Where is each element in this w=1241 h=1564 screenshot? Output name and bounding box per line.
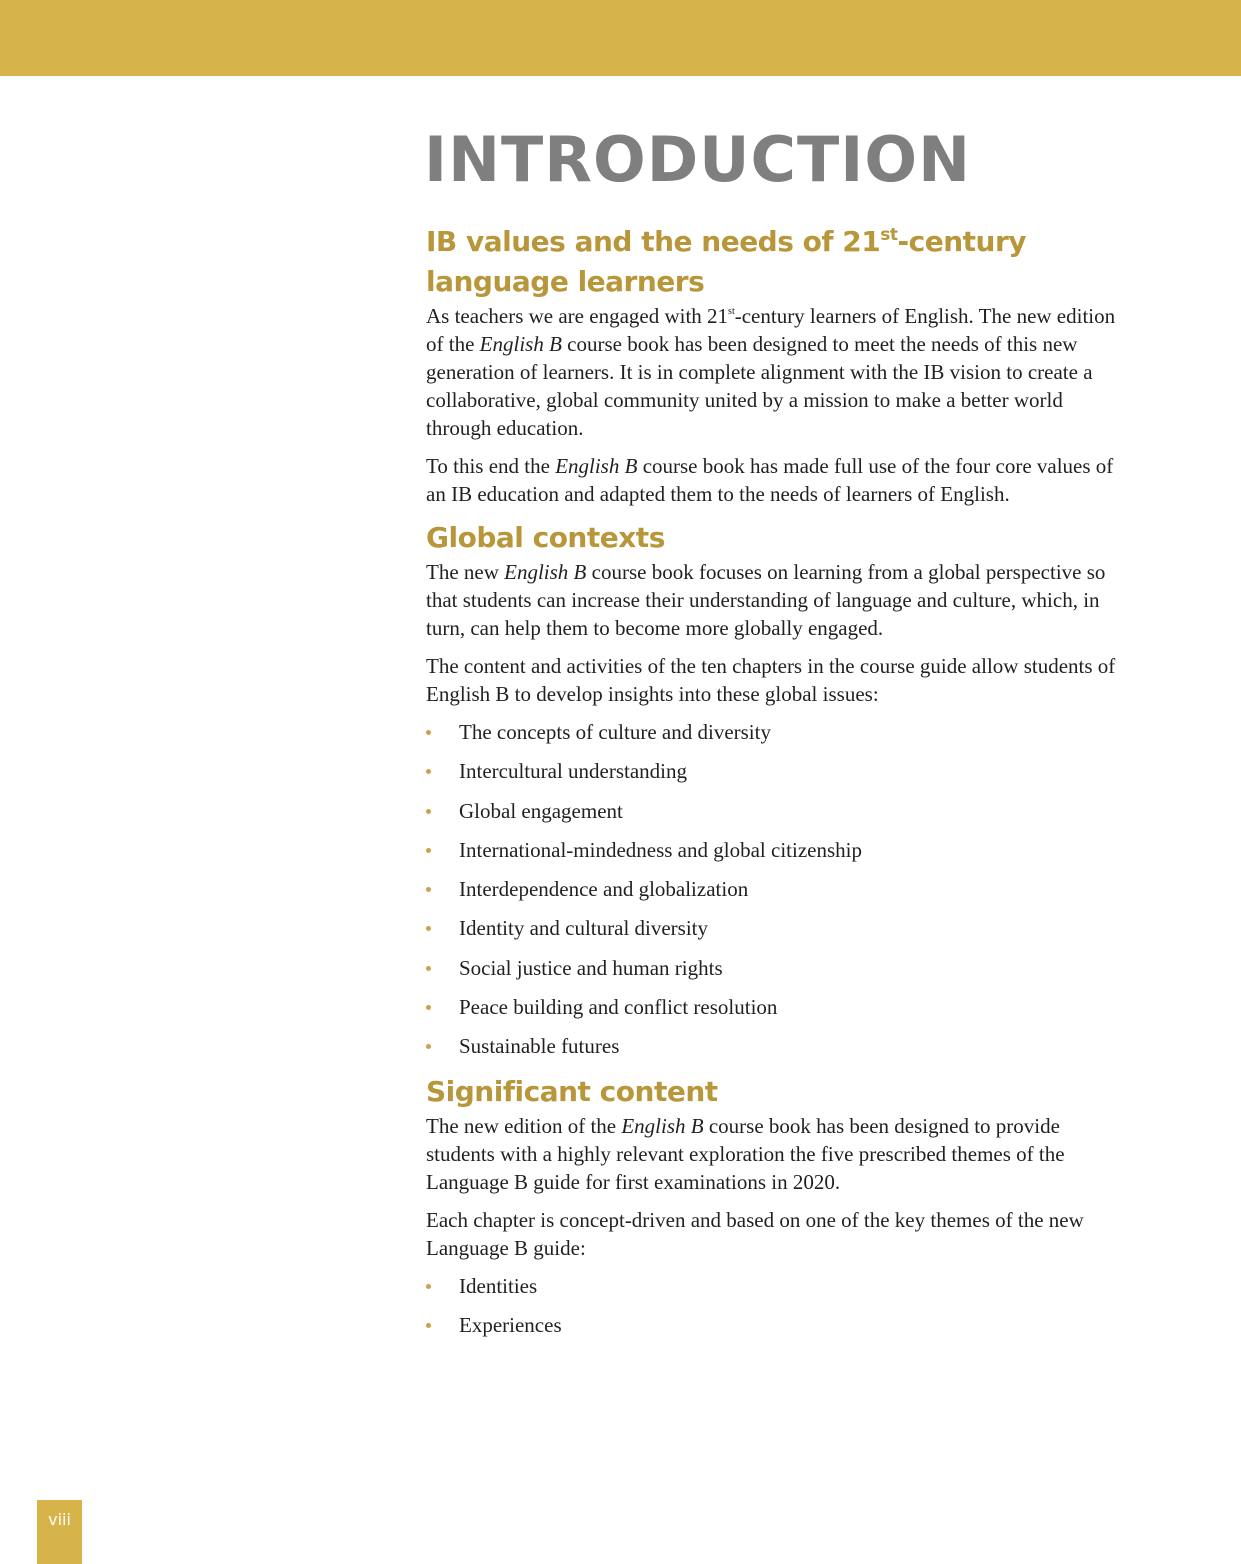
list-item-text: Interdependence and globalization — [459, 877, 749, 902]
list-item-text: International-mindedness and global citizenship — [459, 837, 862, 862]
page-content — [426, 118, 1126, 1350]
global-issues-list — [426, 718, 1126, 1060]
list-item — [426, 757, 1126, 785]
bullet-icon — [426, 887, 431, 892]
section-heading-significant-content: Significant content — [426, 1074, 718, 1108]
text-run: -century learners of English. The new edition of the — [426, 304, 1116, 356]
bullet-icon — [426, 966, 431, 971]
bullet-icon — [426, 1044, 431, 1049]
text-run: As teachers we are engaged with 21 — [426, 304, 729, 328]
book-title: English B — [555, 454, 638, 478]
list-item-text: Identities — [459, 1273, 538, 1298]
list-item — [426, 718, 1126, 746]
text-run: course book has been designed to provide students with a highly relevant exploration the five prescribed themes of the Language B guide for first examinations in 2020. — [426, 1113, 1065, 1194]
list-item-text: The concepts of culture and diversity — [459, 720, 771, 744]
page-title: INTRODUCTION — [424, 123, 971, 196]
text-run: course book has made full use of the four core values of an IB education and adapted them to the needs of learners of English. — [426, 454, 1114, 506]
paragraph — [426, 452, 1126, 508]
list-item — [426, 993, 1126, 1021]
text-run: course book has been designed to meet the needs of this new generation of learners. It is in complete alignment with the IB vision to create a collaborative, global community united by a mission to make a better world through education. — [426, 332, 1093, 440]
list-item-text: Identity and cultural diversity — [459, 916, 709, 941]
heading-text: -century language learners — [426, 225, 1027, 298]
paragraph — [426, 1112, 1126, 1196]
bullet-icon — [426, 926, 431, 931]
heading-superscript: st — [880, 225, 898, 245]
heading-text: IB values and the needs of 21 — [426, 225, 881, 258]
page-number: viii — [48, 1510, 71, 1529]
list-item-text: Sustainable futures — [459, 1034, 620, 1059]
bullet-icon — [426, 848, 431, 853]
paragraph — [426, 302, 1126, 442]
themes-list — [426, 1272, 1126, 1339]
list-item — [426, 836, 1126, 864]
bullet-icon — [426, 809, 431, 814]
text-run: To this end the — [426, 454, 556, 478]
text-run: The new — [426, 560, 505, 584]
list-item-text: Peace building and conflict resolution — [459, 995, 778, 1020]
bullet-icon — [426, 1284, 431, 1289]
book-title: English B — [621, 1113, 704, 1138]
book-title: English B — [504, 560, 587, 584]
text-run: course book focuses on learning from a global perspective so that students can increase their understanding of language and culture, which, in turn, can help them to become more globally engaged. — [426, 560, 1106, 640]
list-item — [426, 1311, 1126, 1339]
list-item — [426, 875, 1126, 903]
list-item-text: Intercultural understanding — [459, 759, 688, 784]
bullet-icon — [426, 730, 431, 735]
page-number-tab — [37, 1500, 82, 1564]
superscript: st — [728, 306, 735, 317]
list-item-text: Social justice and human rights — [459, 955, 723, 980]
bullet-icon — [426, 1005, 431, 1010]
section-heading-ib-values — [426, 222, 1126, 302]
list-item-text: Global engagement — [459, 798, 623, 823]
list-item — [426, 1272, 1126, 1300]
list-item — [426, 954, 1126, 982]
list-item — [426, 797, 1126, 825]
bullet-icon — [426, 769, 431, 774]
list-item — [426, 1032, 1126, 1060]
header-band — [0, 0, 1241, 76]
book-title: English B — [479, 332, 562, 356]
paragraph: Each chapter is concept-driven and based on one of the key themes of the new Language B guide: — [426, 1207, 1084, 1260]
text-run: The new edition of the — [426, 1113, 622, 1138]
paragraph: The content and activities of the ten chapters in the course guide allow students of English B to develop insights into these global issues: — [426, 654, 1116, 706]
list-item-text: Experiences — [459, 1312, 562, 1337]
list-item — [426, 914, 1126, 942]
paragraph — [426, 558, 1126, 642]
section-heading-global-contexts: Global contexts — [426, 521, 665, 554]
bullet-icon — [426, 1323, 431, 1328]
